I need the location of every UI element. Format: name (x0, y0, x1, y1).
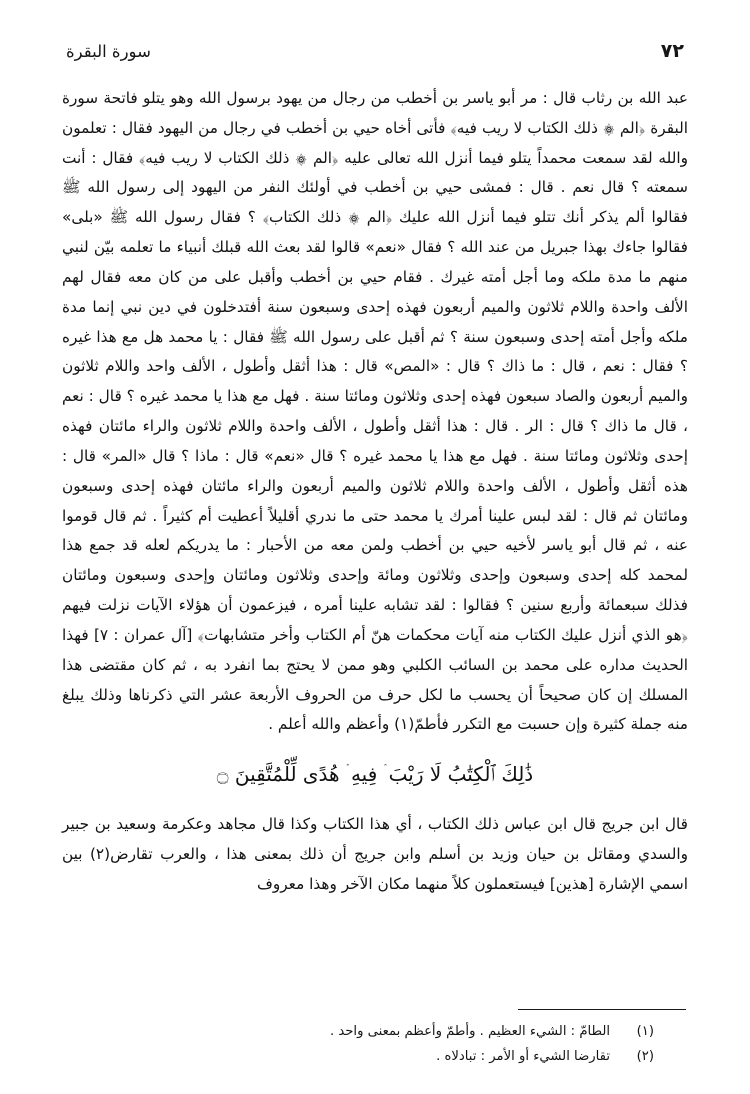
footnote-item (62, 1044, 688, 1070)
footnote-divider (518, 1009, 686, 1010)
main-body-text (62, 84, 688, 740)
footnotes-list (62, 1019, 688, 1070)
page-header (62, 40, 688, 70)
footnote-item (62, 1019, 688, 1045)
ayah-block (62, 760, 688, 788)
footnote-text: الطامّ : الشيء العظيم . وأطمّ وأعظم بمعنى واحد . (329, 1023, 610, 1039)
footnote-text: تقارضا الشيء أو الأمر : تبادلاه . (436, 1049, 610, 1065)
footnotes-area (62, 991, 688, 1070)
footnote-marker: (٢) (636, 1049, 654, 1065)
ayah-text: ذَٰلِكَ ٱلْكِتَٰبُ لَا رَيْبَ ۛ فِيهِ ۛ هُدًى لِّلْمُتَّقِينَ ۝ (216, 762, 534, 787)
paragraph-narration: عبد الله بن رثاب قال : مر أبو ياسر بن أخطب من رجال من يهود برسول الله وهو يتلو فاتحة سورة البقرة ﴿الم ۞ ذلك الكتاب لا ريب فيه﴾ فأتى أخاه حيي بن أخطب في رجال من اليهود فقال : تعلمون والله لقد سمعت محمداً يتلو فيما أنزل الله تعالى عليه ﴿الم ۞ ذلك الكتاب لا ريب فيه﴾ فقال : أنت سمعته ؟ قال نعم . قال : فمشى حيي بن أخطب في أولئك النفر من اليهود إلى رسول الله ﷺ فقالوا ألم يذكر أنك تتلو فيما أنزل الله عليك ﴿الم ۞ ذلك الكتاب﴾ ؟ فقال رسول الله ﷺ «بلى» فقالوا جاءك بهذا جبريل من عند الله ؟ فقال «نعم» قالوا لقد بعث الله قبلك أنبياء ما تعلمه بيّن لنبي منهم ما مدة ملكه وما أجل أمته غيرك . فقام حيي بن أخطب وأقبل على من كان معه فقال لهم الألف واحدة واللام ثلاثون والميم أربعون فهذه إحدى وسبعون سنة أفتدخلون في دين نبي إنما مدة ملكه وأجل أمته إحدى وسبعون سنة ؟ ثم أقبل على رسول الله ﷺ فقال : يا محمد هل مع هذا غيره ؟ فقال : نعم ، قال : ما ذاك ؟ قال : «المص» قال : هذا أثقل وأطول ، الألف واحد واللام ثلاثون والميم أربعون والصاد سبعون فهذه إحدى وثلاثون ومائتا سنة . فهل مع هذا يا محمد غيره ؟ قال : نعم ، قال ما ذاك ؟ قال : الر . قال : هذا أثقل وأطول ، الألف واحدة واللام ثلاثون والراء مائتان فهذه إحدى وثلاثون ومائتا سنة . فهل مع هذا يا محمد غيره ؟ قال «نعم» قال : ماذا ؟ قال «المر» قال : هذه أثقل وأطول ، الألف واحدة واللام ثلاثون والميم أربعون والراء مائتان فهذه إحدى وسبعون ومائتان ثم قال : لقد لبس علينا أمرك يا محمد حتى ما ندري أقليلاً أعطيت أم كثيراً . ثم قال قوموا عنه ، ثم قال أبو ياسر لأخيه حيي بن أخطب ولمن معه من الأحبار : ما يدريكم لعله قد جمع هذا لمحمد كله إحدى وسبعون وإحدى وثلاثون ومائة وإحدى وثلاثون ومائتان وإحدى وسبعون ومائتان فذلك سبعمائة وأربع سنين ؟ فقالوا : لقد تشابه علينا أمره ، فيزعمون أن هؤلاء الآيات نزلت فيهم ﴿هو الذي أنزل عليك الكتاب منه آيات محكمات هنّ أم الكتاب وأخر متشابهات﴾ [آل عمران : ٧] فهذا الحديث مداره على محمد بن السائب الكلبي وهو ممن لا يحتج بما انفرد به ، ثم كان مقتضى هذا المسلك إن كان صحيحاً أن يحسب ما لكل حرف من الحروف الأربعة عشر التي ذكرناها وذلك يبلغ منه جملة كثيرة وإن حسبت مع التكرر فأطمّ(١) وأعظم والله أعلم . (61, 89, 688, 734)
surah-title: سورة البقرة (66, 42, 151, 61)
paragraph-commentary: قال ابن جريج قال ابن عباس ذلك الكتاب ، أي هذا الكتاب وكذا قال مجاهد وعكرمة وسعيد بن جبير والسدي ومقاتل بن حيان وزيد بن أسلم وابن جريج أن ذلك بمعنى هذا ، والعرب تقارض(٢) بين اسمي الإشارة [هذين] فيستعملون كلاً منهما مكان الآخر وهذا معروف (62, 815, 688, 893)
page-number: ٧٢ (660, 40, 684, 62)
commentary-text (62, 810, 688, 899)
footnote-marker: (١) (636, 1023, 654, 1039)
